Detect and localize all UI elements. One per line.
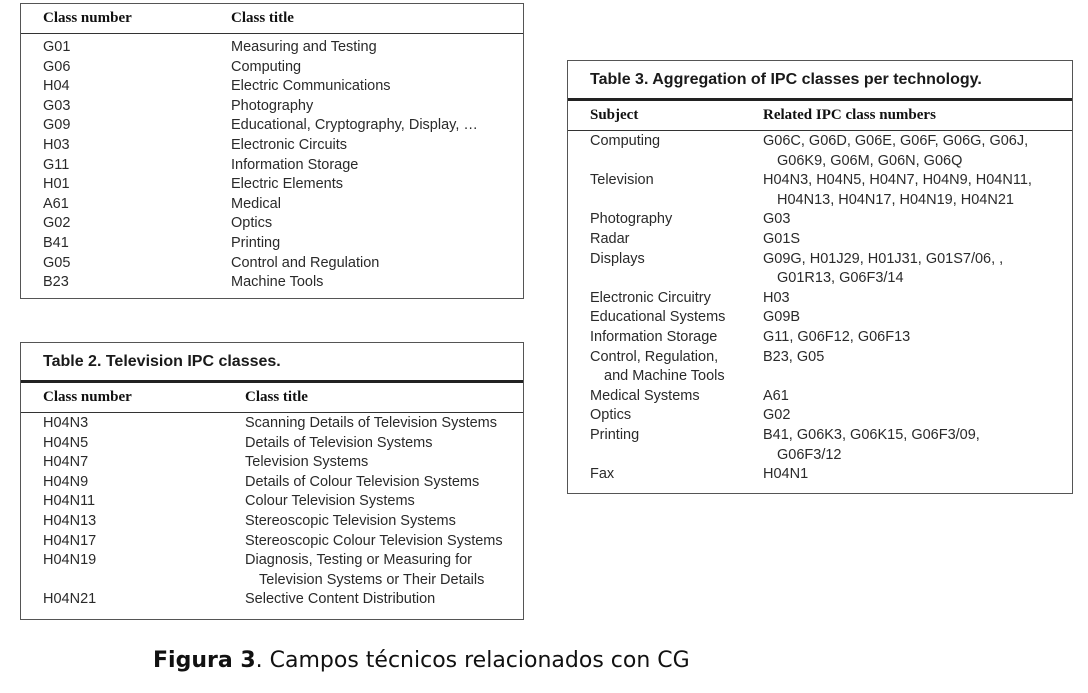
table-row	[43, 58, 523, 78]
ipc-numbers-line: G03	[763, 211, 791, 228]
class-number-cell: G02	[43, 215, 71, 232]
table-row	[590, 171, 1072, 210]
table-row	[43, 38, 523, 58]
subject-cell	[590, 328, 763, 348]
subject-line: Control, Regulation,	[590, 348, 719, 365]
class-number-cell: B41	[43, 234, 69, 251]
ipc-numbers-cell	[763, 308, 1072, 328]
subject-line: Medical Systems	[590, 387, 700, 404]
table-caption: Table 3. Aggregation of IPC classes per technology.	[568, 61, 1072, 101]
class-title-line: Stereoscopic Television Systems	[245, 512, 456, 529]
class-title-cell	[245, 512, 523, 532]
class-number-cell: G01	[43, 39, 71, 55]
ipc-numbers-cell	[763, 171, 1072, 210]
subject-cell	[590, 210, 763, 230]
class-number-cell: H04N19	[43, 552, 97, 569]
ipc-numbers-cell	[763, 132, 1072, 171]
table-row	[43, 116, 523, 136]
subject-line: Computing	[590, 133, 661, 149]
ipc-numbers-continuation: H04N13, H04N17, H04N19, H04N21	[777, 191, 1014, 208]
class-title-cell: Measuring and Testing	[231, 39, 377, 55]
subject-line: Electronic Circuitry	[590, 289, 711, 306]
ipc-numbers-line: G09B	[763, 309, 801, 326]
ipc-numbers-line: G02	[763, 407, 791, 424]
table-row	[43, 136, 523, 156]
ipc-numbers-cell	[763, 230, 1072, 250]
table-row	[590, 328, 1072, 348]
class-number-cell: H04N21	[43, 591, 97, 608]
class-title-line: Stereoscopic Colour Television Systems	[245, 532, 503, 549]
class-number-cell: A61	[43, 195, 69, 212]
class-title-line: Diagnosis, Testing or Measuring for	[245, 552, 473, 569]
table-row	[590, 132, 1072, 171]
class-title-cell	[245, 473, 523, 493]
subject-line: Photography	[590, 211, 673, 228]
class-number-cell: B23	[43, 274, 69, 291]
class-number-cell: G03	[43, 97, 71, 114]
table-row	[43, 532, 523, 552]
table-row	[590, 387, 1072, 407]
subject-line: Information Storage	[590, 328, 718, 345]
ipc-numbers-cell	[763, 289, 1072, 309]
table-row	[43, 156, 523, 176]
class-title-cell	[245, 453, 523, 473]
ipc-numbers-line: G06C, G06D, G06E, G06F, G06G, G06J,	[763, 133, 1029, 149]
column-header-related-ipc: Related IPC class numbers	[763, 107, 936, 123]
table-row	[43, 434, 523, 454]
table-row	[590, 426, 1072, 465]
subject-line: Displays	[590, 250, 645, 267]
table-header	[21, 4, 523, 34]
table-row	[590, 230, 1072, 250]
subject-cell	[590, 132, 763, 171]
class-title-cell: Photography	[231, 97, 314, 114]
ipc-numbers-line: G09G, H01J29, H01J31, G01S7/06, ,	[763, 250, 1004, 267]
class-title-cell	[245, 492, 523, 512]
ipc-numbers-cell	[763, 250, 1072, 289]
class-number-cell: G06	[43, 58, 71, 75]
class-title-cell: Printing	[231, 234, 281, 251]
class-title-cell	[245, 532, 523, 552]
subject-line: Printing	[590, 426, 640, 443]
class-title-cell: Educational, Cryptography, Display, …	[231, 117, 478, 134]
table-row	[43, 551, 523, 590]
table-row	[43, 214, 523, 234]
ipc-numbers-continuation: G01R13, G06F3/14	[777, 270, 904, 287]
class-title-cell: Optics	[231, 215, 273, 232]
class-number-cell: H04	[43, 78, 70, 95]
ipc-numbers-line: H04N3, H04N5, H04N7, H04N9, H04N11,	[763, 172, 1032, 189]
table-body	[21, 413, 523, 610]
table-row	[43, 414, 523, 434]
subject-line: Fax	[590, 466, 615, 483]
subject-cell	[590, 230, 763, 250]
column-header-class-title: Class title	[245, 389, 308, 405]
table-row	[43, 590, 523, 610]
table-row	[43, 512, 523, 532]
subject-cell	[590, 289, 763, 309]
figure-caption-text: . Campos técnicos relacionados con CG	[255, 648, 690, 673]
ipc-numbers-line: G11, G06F12, G06F13	[763, 328, 911, 345]
ipc-numbers-cell	[763, 328, 1072, 348]
ipc-classes-table	[20, 3, 524, 299]
table-row	[43, 254, 523, 274]
table-header	[568, 101, 1072, 131]
class-title-cell: Information Storage	[231, 156, 359, 173]
column-header-class-title: Class title	[231, 10, 294, 26]
class-title-cell: Electric Communications	[231, 78, 391, 95]
class-title-line: Television Systems	[245, 454, 369, 471]
table-row	[590, 406, 1072, 426]
class-title-cell	[245, 590, 523, 610]
subject-cell	[590, 465, 763, 485]
class-title-cell	[245, 414, 523, 434]
class-title-cell: Electric Elements	[231, 176, 344, 193]
table-row	[43, 97, 523, 117]
class-title-cell	[245, 551, 523, 590]
ipc-numbers-cell	[763, 210, 1072, 230]
table-row	[43, 492, 523, 512]
class-number-cell: H03	[43, 136, 70, 153]
class-number-cell: G05	[43, 254, 71, 271]
subject-line: Optics	[590, 407, 632, 424]
subject-cell	[590, 250, 763, 289]
subject-cell	[590, 406, 763, 426]
class-number-cell: H04N5	[43, 434, 89, 451]
table-header	[21, 383, 523, 413]
table-row	[590, 465, 1072, 485]
subject-cell	[590, 308, 763, 328]
ipc-numbers-continuation: G06F3/12	[777, 446, 842, 463]
ipc-numbers-line: H03	[763, 289, 790, 306]
table-row	[590, 210, 1072, 230]
ipc-numbers-line: G01S	[763, 230, 801, 247]
class-number-cell: H04N9	[43, 473, 89, 490]
ipc-numbers-line: A61	[763, 387, 789, 404]
class-title-line: Details of Television Systems	[245, 434, 433, 451]
class-number-cell: G11	[43, 156, 70, 173]
column-header-class-number: Class number	[43, 10, 132, 26]
table-row	[43, 175, 523, 195]
class-number-cell: G09	[43, 117, 71, 134]
class-title-cell	[245, 434, 523, 454]
subject-continuation: and Machine Tools	[604, 368, 725, 385]
class-number-cell: H04N11	[43, 493, 96, 510]
ipc-numbers-cell	[763, 465, 1072, 485]
ipc-numbers-continuation: G06K9, G06M, G06N, G06Q	[777, 152, 963, 169]
column-header-subject: Subject	[590, 107, 639, 123]
table-row	[43, 473, 523, 493]
class-title-cell: Medical	[231, 195, 281, 212]
class-title-line: Colour Television Systems	[245, 493, 415, 510]
table-row	[43, 273, 523, 293]
ipc-numbers-cell	[763, 426, 1072, 465]
class-title-line: Details of Colour Television Systems	[245, 473, 480, 490]
class-title-cell: Electronic Circuits	[231, 136, 348, 153]
table-row	[590, 308, 1072, 328]
table-row	[43, 195, 523, 215]
technology-aggregation-table	[567, 60, 1073, 494]
class-number-cell: H04N7	[43, 454, 89, 471]
figure-caption	[153, 648, 690, 673]
table-row	[590, 289, 1072, 309]
class-number-cell: H01	[43, 176, 70, 193]
column-header-class-number: Class number	[43, 389, 132, 405]
class-title-cell: Computing	[231, 58, 302, 75]
class-number-cell: H04N13	[43, 512, 97, 529]
ipc-numbers-line: B23, G05	[763, 348, 825, 365]
table-row	[43, 453, 523, 473]
table-caption: Table 2. Television IPC classes.	[21, 343, 523, 383]
subject-cell	[590, 426, 763, 465]
table-row	[43, 77, 523, 97]
class-title-continuation: Television Systems or Their Details	[259, 571, 485, 588]
class-title-cell: Control and Regulation	[231, 254, 380, 271]
class-title-line: Selective Content Distribution	[245, 591, 436, 608]
ipc-numbers-line: H04N1	[763, 466, 809, 483]
subject-line: Educational Systems	[590, 309, 726, 326]
table-row	[590, 348, 1072, 387]
television-ipc-table	[20, 342, 524, 620]
table-body	[21, 34, 523, 293]
table-body	[568, 131, 1072, 485]
class-number-cell: H04N3	[43, 415, 89, 431]
ipc-numbers-cell	[763, 406, 1072, 426]
subject-line: Radar	[590, 230, 630, 247]
subject-cell	[590, 171, 763, 210]
subject-line: Television	[590, 172, 654, 189]
class-title-line: Scanning Details of Television Systems	[245, 415, 497, 431]
table-row	[43, 234, 523, 254]
class-title-cell: Machine Tools	[231, 274, 324, 291]
subject-cell	[590, 387, 763, 407]
ipc-numbers-cell	[763, 348, 1072, 387]
class-number-cell: H04N17	[43, 532, 97, 549]
ipc-numbers-line: B41, G06K3, G06K15, G06F3/09,	[763, 426, 980, 443]
figure-label: Figura 3	[153, 648, 256, 673]
subject-cell	[590, 348, 763, 387]
ipc-numbers-cell	[763, 387, 1072, 407]
table-row	[590, 250, 1072, 289]
